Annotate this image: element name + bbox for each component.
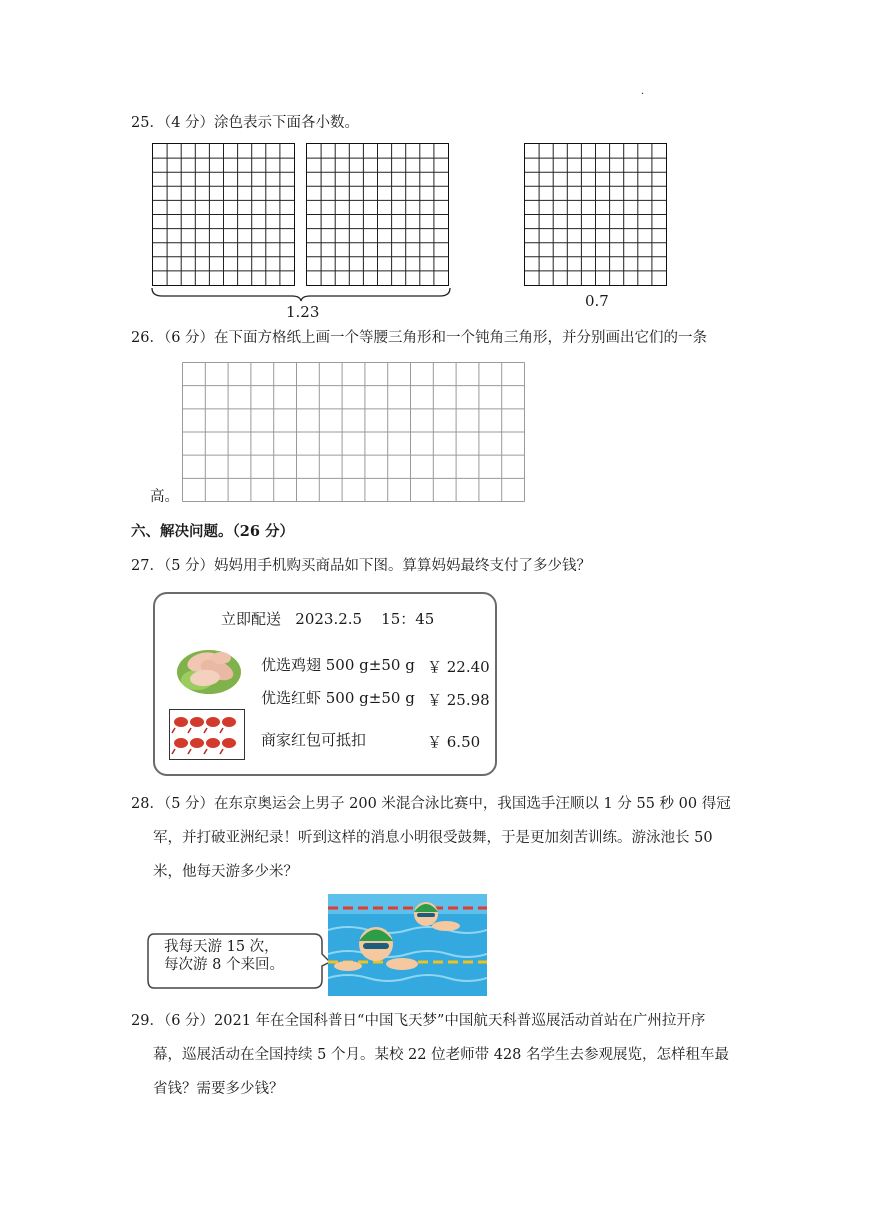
question-27-text: 27．（5 分）妈妈用手机购买商品如下图。算算妈妈最终支付了多少钱？ <box>131 558 592 574</box>
speech-bubble-text <box>164 938 284 974</box>
question-29-line-2: 幕，巡展活动在全国持续 5 个月。某校 22 位老师带 428 名学生去参观展览，怎样租车最 <box>153 1047 730 1063</box>
question-29-line-1: 29．（6 分）2021 年在全国科普日“中国飞天梦”中国航天科普巡展活动首站在广州拉开序 <box>131 1013 706 1029</box>
question-28-line-3: 米，他每天游多少米？ <box>153 864 298 880</box>
hundred-grid-2[interactable] <box>306 143 449 286</box>
section-6-heading: 六、解决问题。（26 分） <box>131 523 294 540</box>
item-chicken-wings-name: 优选鸡翅 500 g±50 g <box>261 656 415 674</box>
curly-brace <box>148 286 454 302</box>
item-coupon-price: ￥ 6.50 <box>427 733 481 751</box>
hundred-grid-1[interactable] <box>152 143 295 286</box>
bubble-line-2: 每次游 8 个来回。 <box>164 957 284 973</box>
decimal-label-1-23: 1.23 <box>286 303 320 321</box>
question-28-line-2: 军，并打破亚洲纪录！听到这样的消息小明很受鼓舞，于是更加刻苦训练。游泳池长 50 <box>153 830 713 846</box>
swimming-pool-image <box>328 894 487 996</box>
chicken-wings-image <box>175 640 243 698</box>
shopping-receipt-card <box>153 592 497 776</box>
question-25-text: 25．（4 分）涂色表示下面各小数。 <box>131 115 360 131</box>
question-28-line-1: 28．（5 分）在东京奥运会上男子 200 米混合泳比赛中，我国选手汪顺以 1 分 55 秒 00 得冠 <box>131 796 731 812</box>
question-26-text: 26．（6 分）在下面方格纸上画一个等腰三角形和一个钝角三角形，并分别画出它们的一条 <box>131 330 708 346</box>
item-coupon-name: 商家红包可抵扣 <box>261 731 367 749</box>
question-26-tail: 高。 <box>150 489 179 505</box>
item-red-shrimp-name: 优选红虾 500 g±50 g <box>261 689 415 707</box>
bubble-line-1: 我每天游 15 次， <box>164 939 279 955</box>
item-chicken-wings-price: ￥ 22.40 <box>427 658 490 676</box>
receipt-header: 立即配送 2023.2.5 15：45 <box>221 610 435 628</box>
red-shrimp-image <box>169 709 245 760</box>
page-dot: . <box>641 86 645 97</box>
drawing-grid-paper[interactable] <box>182 362 525 502</box>
hundred-grid-3[interactable] <box>524 143 667 286</box>
item-red-shrimp-price: ￥ 25.98 <box>427 691 490 709</box>
question-29-line-3: 省钱？需要多少钱？ <box>153 1081 284 1097</box>
decimal-label-0-7: 0.7 <box>585 292 609 310</box>
